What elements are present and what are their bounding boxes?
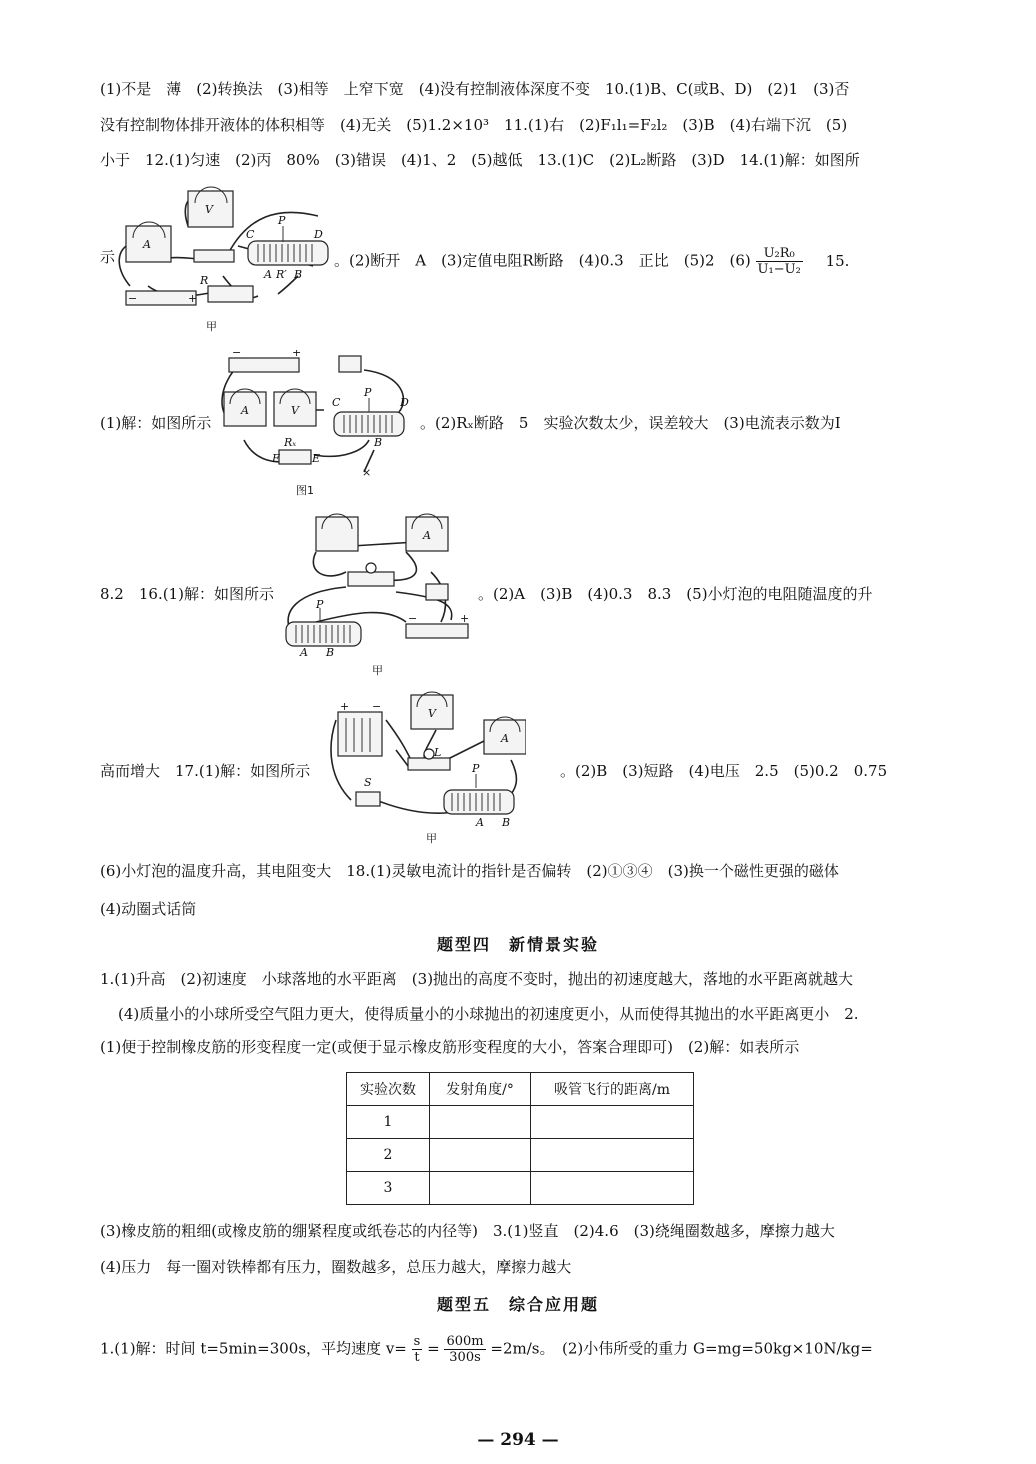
rheostat-label: R′ [276,268,287,281]
ammeter-label: A [241,404,249,417]
table-cell [531,1172,694,1205]
fraction-u2r0 [756,246,803,277]
lamp-label: L [434,746,442,759]
table-row [347,1106,694,1139]
fraction-s-over-t [412,1334,423,1365]
voltmeter-label: V [205,203,213,216]
ammeter-label: A [143,238,151,251]
terminal-f-label: F [272,452,280,465]
page-number: — 294 — [477,1430,559,1450]
answer-line-4-start: 示 [100,248,116,266]
terminal-a-label: A [476,816,484,829]
section-heading-5: 题型五 综合应用题 [436,1295,599,1314]
answer-line-15-end: =2m/s。 (2)小伟所受的重力 G=mg=50kg×10N/kg= [490,1339,873,1358]
answer-line-12: (1)便于控制橡皮筋的形变程度一定(或便于显示橡皮筋形变程度的大小，答案合理即可) (2)解：如表所示 [100,1038,800,1056]
answer-line-1: (1)不是 薄 (2)转换法 (3)相等 上窄下宽 (4)没有控制液体深度不变 10.(1)B、C(或B、D) (2)1 (3)否 [100,80,850,98]
figure-caption: 甲 [206,320,217,333]
table-header-row [347,1073,694,1106]
answer-line-15-start: 1.(1)解：时间 t=5min=300s，平均速度 v= [100,1339,407,1358]
table-header-cell: 实验次数 [347,1073,430,1106]
fraction-numerator: U₂R₀ [756,246,803,262]
terminal-a-label: A [300,646,308,657]
battery-plus-label: + [460,612,470,625]
battery-minus-label: − [372,700,382,713]
fraction-numerator: s [413,1334,421,1349]
section-heading-4: 题型四 新情景实验 [436,935,599,954]
answer-line-11: (4)质量小的小球所受空气阻力更大，使得质量小的小球抛出的初速度更小，从而使得其抛出的水平距离更小 2. [118,1005,859,1023]
answer-line-4-end: 15. [825,251,850,270]
battery-plus-label: + [340,700,350,713]
fraction-denominator: 300s [449,1350,481,1365]
slider-label: P [472,762,480,775]
battery-minus-label: − [232,350,242,359]
answer-line-2: 没有控制物体排开液体的体积相等 (4)无关 (5)1.2×10³ 11.(1)右 (2)F₁l₁=F₂l₂ (3)B (4)右端下沉 (5) [100,116,848,134]
fraction-numerator: 600m [446,1334,484,1349]
terminal-e-label: E [312,452,321,465]
fraction-600m-over-300s [444,1334,485,1365]
figure-caption: 甲 [372,664,383,677]
answer-line-7-start: 高而增大 17.(1)解：如图所示 [100,762,311,780]
table-cell [430,1172,531,1205]
table-header-cell: 发射角度/° [430,1073,531,1106]
answer-line-10: 1.(1)升高 (2)初速度 小球落地的水平距离 (3)抛出的高度不变时，抛出的初速度越大，落地的水平距离就越大 [100,970,854,988]
figure-caption: 甲 [426,832,437,845]
terminal-c-label: C [246,228,255,241]
answer-line-9: (4)动圈式话筒 [100,900,197,918]
battery-minus-label: − [128,292,138,305]
table-cell: 1 [347,1106,430,1139]
table-cell: 2 [347,1139,430,1172]
answer-line-6-start: 8.2 16.(1)解：如图所示 [100,585,274,603]
battery-minus-label: − [408,612,418,625]
table-header-cell: 吸管飞行的距离/m [531,1073,694,1106]
answer-line-5-end: 。(2)Rₓ断路 5 实验次数太少，误差较大 (3)电流表示数为I [420,414,841,432]
cross-mark: × [362,466,372,479]
table-cell [430,1106,531,1139]
ammeter-label: A [423,529,431,542]
equals-sign: = [427,1339,440,1358]
voltmeter-label: V [291,404,299,417]
table-cell [531,1139,694,1172]
terminal-c-label: C [332,396,341,409]
slider-label: P [316,598,324,611]
fraction-denominator: t [414,1350,420,1365]
switch-label: S [364,776,372,789]
answer-line-3: 小于 12.(1)匀速 (2)丙 80% (3)错误 (4)1、2 (5)越低 13.(1)C (2)L₂断路 (3)D 14.(1)解：如图所 [100,151,860,169]
fraction-denominator: U₁−U₂ [757,262,801,277]
table-cell: 3 [347,1172,430,1205]
figure-caption: 图1 [296,484,314,497]
answer-line-6-end: 。(2)A (3)B (4)0.3 8.3 (5)小灯泡的电阻随温度的升 [478,585,873,603]
answer-line-15 [100,1334,873,1365]
circuit-figure-3 [276,512,476,677]
resistor-label: R [200,274,209,287]
circuit-figure-2 [214,350,414,497]
terminal-b-label: B [374,436,383,449]
answer-line-7-end: 。(2)B (3)短路 (4)电压 2.5 (5)0.2 0.75 [560,762,888,780]
answer-line-4-text: 。(2)断开 A (3)定值电阻R断路 (4)0.3 正比 (5)2 (6) [334,251,751,270]
answer-line-14: (4)压力 每一圈对铁棒都有压力，圈数越多，总压力越大，摩擦力越大 [100,1258,572,1276]
slider-label: P [364,386,372,399]
battery-plus-label: + [188,292,198,305]
answer-line-8: (6)小灯泡的温度升高，其电阻变大 18.(1)灵敏电流计的指针是否偏转 (2)①③④ (3)换一个磁性更强的磁体 [100,862,839,880]
terminal-a-label: A [264,268,272,281]
table-cell [430,1139,531,1172]
terminal-b-label: B [502,816,511,829]
answer-line-13: (3)橡皮筋的粗细(或橡皮筋的绷紧程度或纸卷芯的内径等) 3.(1)竖直 (2)4.6 (3)绕绳圈数越多，摩擦力越大 [100,1222,835,1240]
answer-line-4-mid [334,246,849,277]
circuit-figure-1 [108,186,343,333]
data-table [346,1072,694,1205]
terminal-b-label: B [294,268,303,281]
voltmeter-label: V [428,707,436,720]
answer-line-5-start: (1)解：如图所示 [100,414,212,432]
battery-plus-label: + [292,350,302,359]
table-row [347,1172,694,1205]
circuit-figure-4 [326,690,526,845]
terminal-d-label: D [400,396,409,409]
resistor-rx-label: Rₓ [284,436,297,449]
table-cell [531,1106,694,1139]
terminal-d-label: D [314,228,323,241]
slider-label: P [278,214,286,227]
terminal-b-label: B [326,646,335,657]
ammeter-label: A [501,732,509,745]
table-row [347,1139,694,1172]
